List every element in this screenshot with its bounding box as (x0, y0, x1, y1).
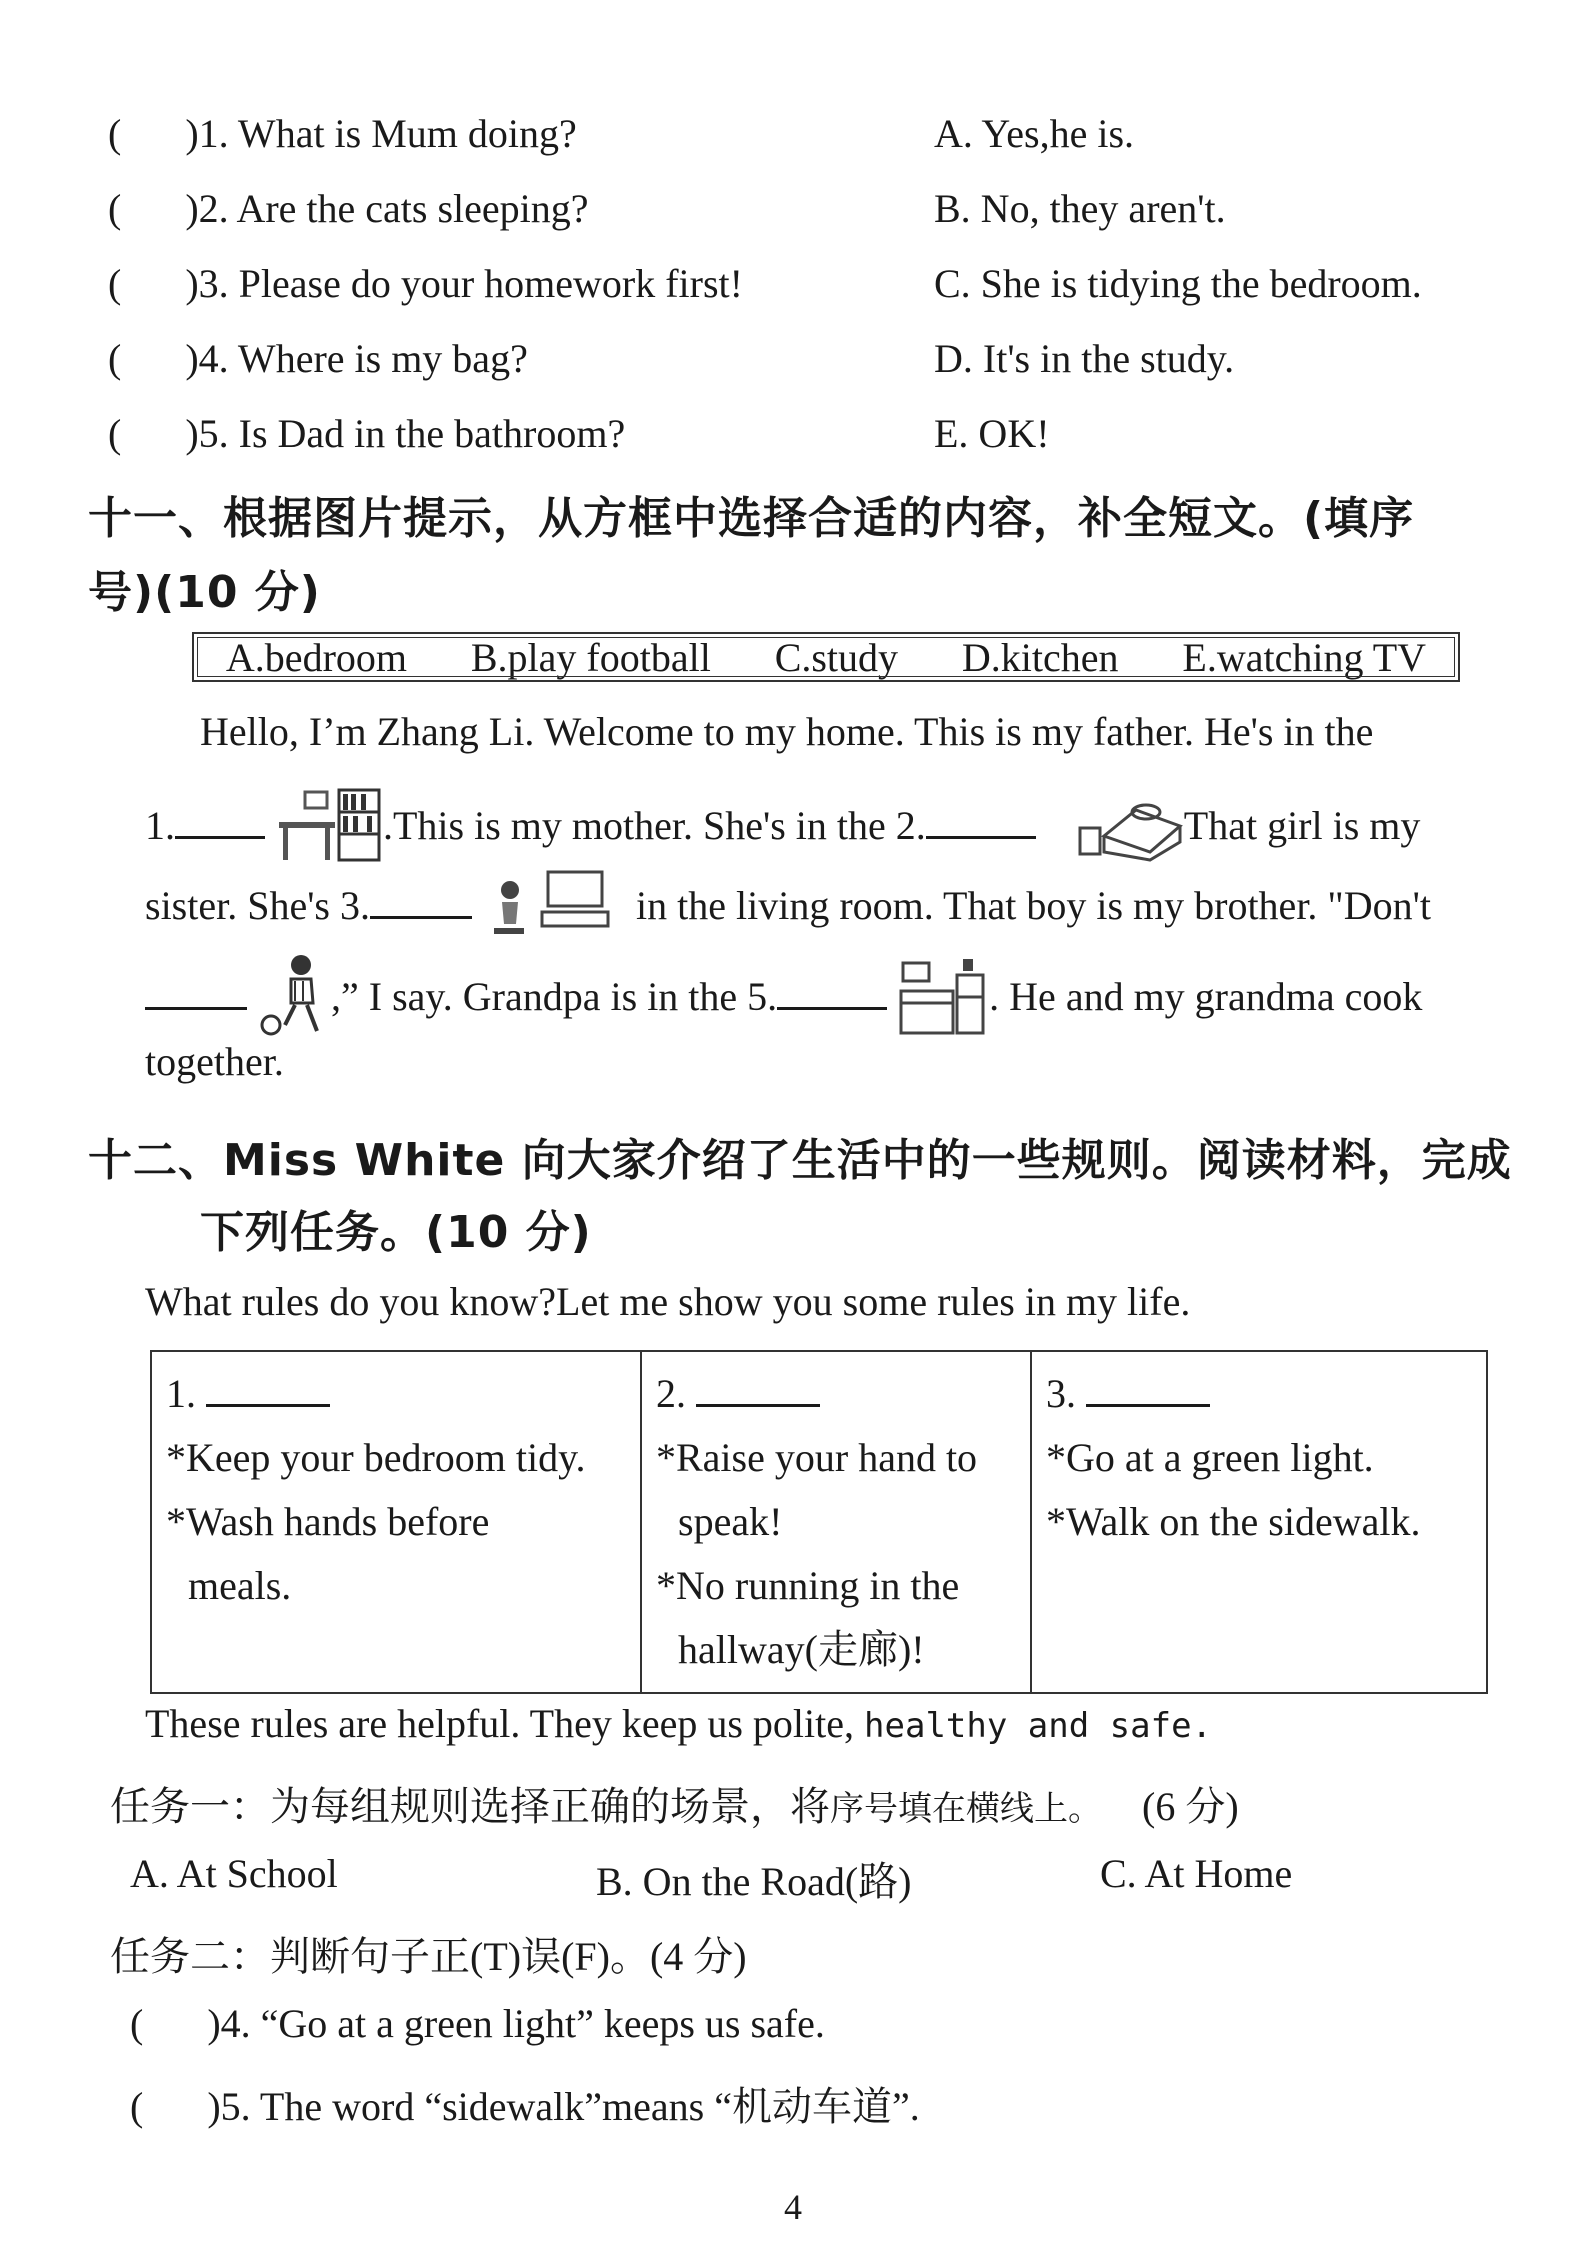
blank-2[interactable] (926, 806, 1036, 839)
answer-paren[interactable]: ( (108, 111, 122, 156)
section-11-title-cont: 号)(10 分) (88, 567, 321, 618)
scene-blank-2[interactable] (696, 1374, 820, 1407)
scene-blank-1[interactable] (206, 1374, 330, 1407)
passage-line: sister. She's 3. in the living room. That boy is my brother. "Don't (145, 868, 1431, 952)
tf-row: ( )4. “Go at a green light” keeps us safe. (130, 2001, 825, 2046)
bedroom-icon (1076, 786, 1184, 874)
word-option: A.bedroom (225, 634, 407, 680)
question-row: ( )4. Where is my bag? (108, 336, 528, 381)
passage-line: Hello, I’m Zhang Li. Welcome to my home. This is my father. He's in the (200, 709, 1374, 754)
task-1-instruction: 任务一：为每组规则选择正确的场景，将序号填在横线上。 (6 分) (110, 1784, 1239, 1829)
word-box (192, 632, 1460, 682)
passage-line: ,” I say. Grandpa is in the 5. . He and my grandma cook (145, 951, 1422, 1051)
question-row: ( )3. Please do your homework first! (108, 261, 743, 306)
watching-tv-icon (482, 868, 614, 952)
section-12-title-cont: 下列任务。(10 分) (200, 1207, 592, 1258)
outro-text: These rules are helpful. They keep us polite, healthy and safe. (145, 1701, 1213, 1746)
blank-1[interactable] (175, 806, 265, 839)
answer-option: E. OK! (934, 411, 1050, 456)
answer-paren[interactable]: ( (130, 2084, 144, 2129)
answer-paren[interactable]: ( (108, 336, 122, 381)
word-option: C.study (774, 634, 899, 680)
question-text: 3. Please do your homework first! (198, 261, 743, 306)
task-1-option: C. At Home (1100, 1851, 1293, 1896)
rules-cell-2: 2. *Raise your hand to speak! *No running in the hallway(走廊)! (641, 1351, 1031, 1693)
question-text: 4. Where is my bag? (198, 336, 528, 381)
question-text: 1. What is Mum doing? (198, 111, 577, 156)
kitchen-icon (897, 955, 989, 1047)
word-option: D.kitchen (961, 634, 1119, 680)
task-1-option: A. At School (130, 1851, 338, 1896)
passage-line: together. (145, 1039, 284, 1084)
blank-5[interactable] (777, 977, 887, 1010)
blank-4[interactable] (145, 977, 247, 1010)
play-football-icon (257, 951, 331, 1051)
answer-option: B. No, they aren't. (934, 186, 1226, 231)
question-text: 5. Is Dad in the bathroom? (198, 411, 626, 456)
question-row: ( )5. Is Dad in the bathroom? (108, 411, 626, 456)
rules-table (150, 1350, 1488, 1694)
page-number: 4 (784, 2187, 802, 2227)
scene-blank-3[interactable] (1086, 1374, 1210, 1407)
answer-paren[interactable]: ( (108, 411, 122, 456)
tf-row: ( )5. The word “sidewalk”means “机动车道”. (130, 2084, 920, 2129)
rules-cell-1: 1. *Keep your bedroom tidy. *Wash hands before meals. (151, 1351, 641, 1693)
blank-3[interactable] (370, 886, 472, 919)
rules-cell-3: 3. *Go at a green light. *Walk on the sidewalk. (1031, 1351, 1487, 1693)
intro-text: What rules do you know?Let me show you some rules in my life. (145, 1279, 1191, 1324)
answer-paren[interactable]: ( (108, 261, 122, 306)
answer-option: C. She is tidying the bedroom. (934, 261, 1422, 306)
section-12-title: 十二、Miss White 向大家介绍了生活中的一些规则。阅读材料，完成 (88, 1135, 1512, 1186)
answer-option: A. Yes,he is. (934, 111, 1135, 156)
passage-line: 1. .This is my mother. She's in the 2. That girl is my (145, 786, 1420, 874)
task-1-option: B. On the Road(路) (596, 1859, 912, 1904)
word-option: B.play football (470, 634, 711, 680)
question-row: ( )2. Are the cats sleeping? (108, 186, 589, 231)
question-text: 2. Are the cats sleeping? (198, 186, 589, 231)
section-11-title: 十一、根据图片提示，从方框中选择合适的内容，补全短文。(填序 (88, 493, 1415, 544)
task-2-instruction: 任务二：判断句子正(T)误(F)。(4 分) (110, 1934, 747, 1979)
answer-option: D. It's in the study. (934, 336, 1235, 381)
word-option: E.watching TV (1182, 634, 1427, 680)
question-row: ( )1. What is Mum doing? (108, 111, 577, 156)
answer-paren[interactable]: ( (130, 2001, 144, 2046)
answer-paren[interactable]: ( (108, 186, 122, 231)
study-icon (275, 786, 383, 874)
